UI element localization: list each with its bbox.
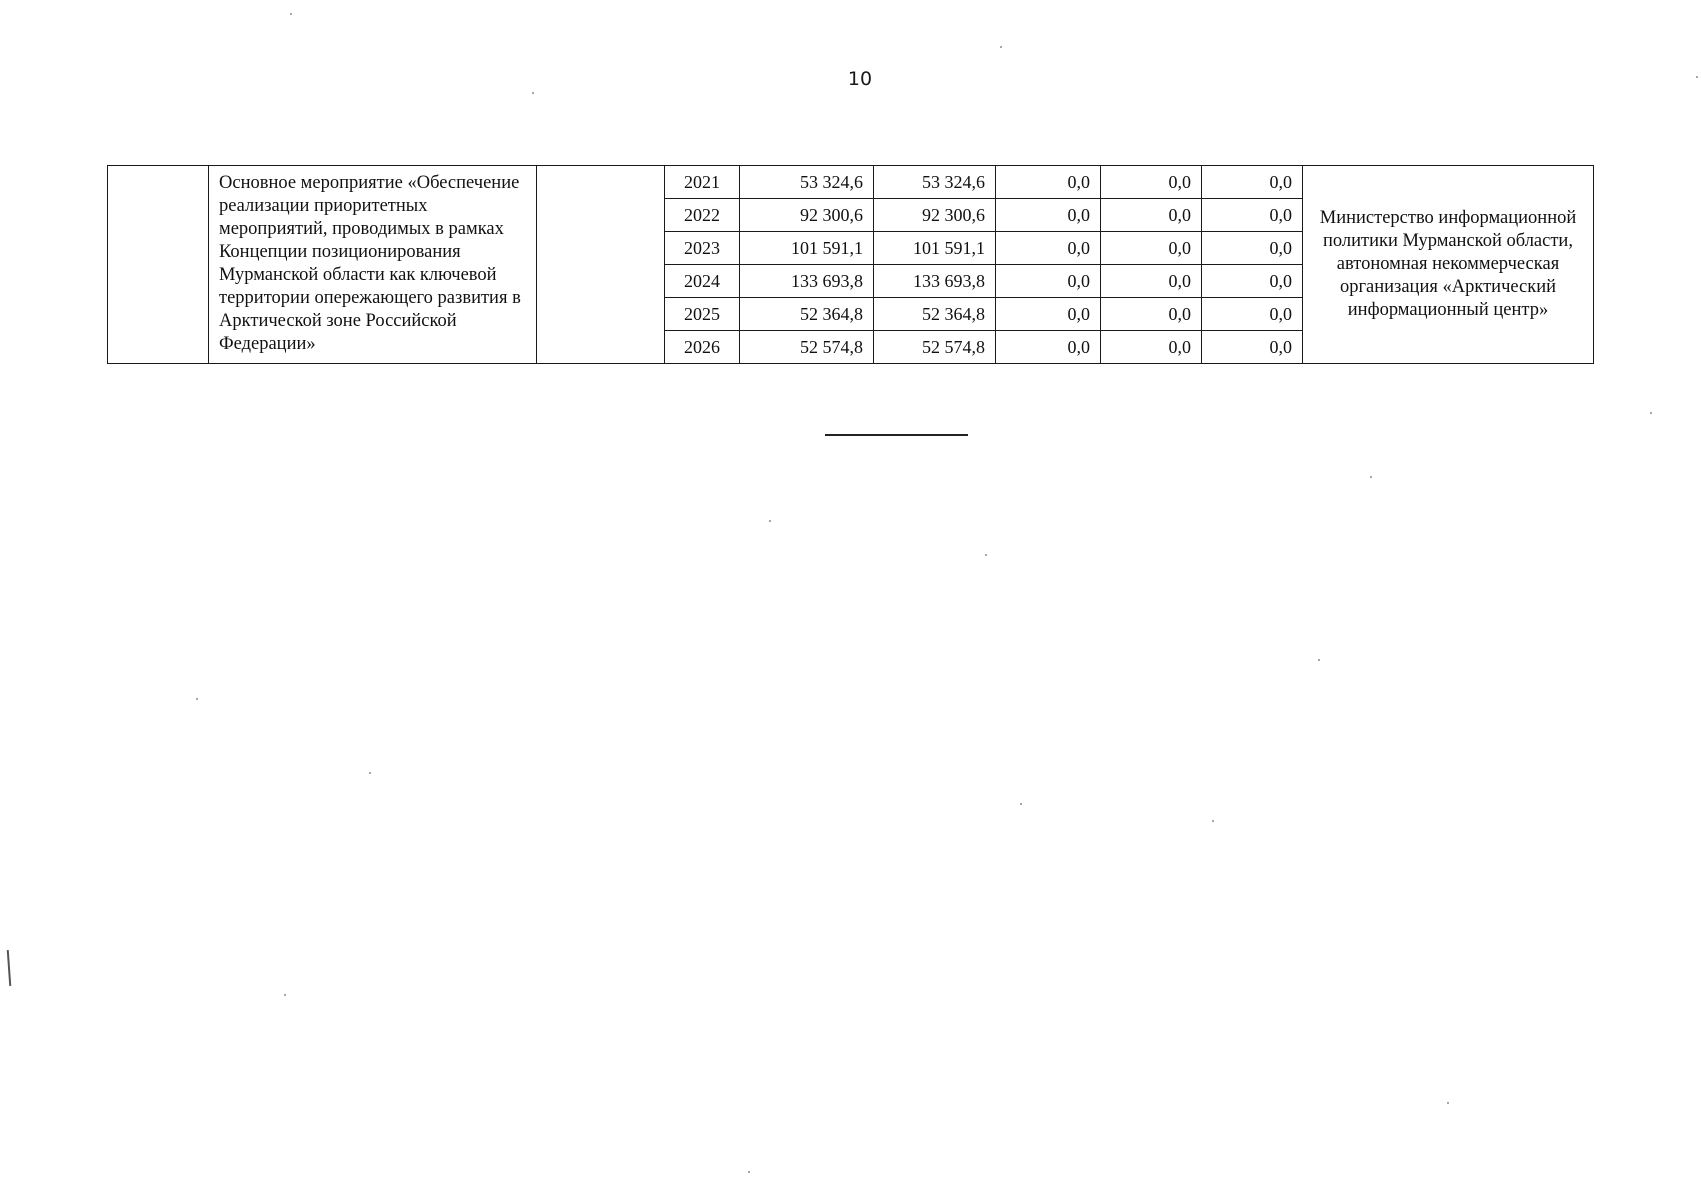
regional-budget-cell: 52 364,8 [874,298,996,331]
other-sources-cell: 0,0 [1202,166,1303,199]
scan-speck [284,994,286,996]
page-number: 10 [847,68,873,90]
regional-budget-cell: 92 300,6 [874,199,996,232]
local-budget-cell: 0,0 [1101,331,1202,364]
scan-edge-mark [7,950,12,986]
year-cell: 2021 [665,166,740,199]
regional-budget-cell: 133 693,8 [874,265,996,298]
year-cell: 2026 [665,331,740,364]
scan-speck [1318,659,1320,661]
activity-description: Основное мероприятие «Обеспечение реализации приоритетных мероприятий, проводимых в рамках Концепции позиционирования Мурманской области как ключевой территории опережающего развития в Арктической зоне Российской Федерации» [219,173,521,354]
regional-budget-cell: 101 591,1 [874,232,996,265]
scan-speck [369,772,371,774]
regional-budget-cell: 53 324,6 [874,166,996,199]
scan-speck [748,1171,750,1173]
end-of-document-line [825,434,968,436]
total-cell: 52 364,8 [740,298,874,331]
year-cell: 2023 [665,232,740,265]
empty-cell [537,166,665,364]
total-cell: 52 574,8 [740,331,874,364]
responsible-executor: Министерство информационной политики Мурманской области, автономная некоммерческая организация «Арктический информационный центр» [1319,208,1577,320]
table-row [108,166,1594,199]
scan-speck [1650,412,1652,414]
scan-speck [1696,76,1698,78]
federal-budget-cell: 0,0 [996,166,1101,199]
scan-speck [1447,1102,1449,1104]
total-cell: 101 591,1 [740,232,874,265]
responsible-executor-cell [1303,166,1594,364]
local-budget-cell: 0,0 [1101,232,1202,265]
year-cell: 2025 [665,298,740,331]
activity-description-cell [209,166,537,364]
other-sources-cell: 0,0 [1202,265,1303,298]
regional-budget-cell: 52 574,8 [874,331,996,364]
year-cell: 2024 [665,265,740,298]
other-sources-cell: 0,0 [1202,298,1303,331]
scan-speck [1020,803,1022,805]
scan-speck [196,698,198,700]
other-sources-cell: 0,0 [1202,331,1303,364]
scan-speck [532,92,534,94]
row-number-cell [108,166,209,364]
scan-speck [985,554,987,556]
local-budget-cell: 0,0 [1101,166,1202,199]
local-budget-cell: 0,0 [1101,298,1202,331]
total-cell: 53 324,6 [740,166,874,199]
scan-speck [1000,46,1002,48]
year-cell: 2022 [665,199,740,232]
federal-budget-cell: 0,0 [996,298,1101,331]
other-sources-cell: 0,0 [1202,232,1303,265]
federal-budget-cell: 0,0 [996,232,1101,265]
local-budget-cell: 0,0 [1101,265,1202,298]
total-cell: 133 693,8 [740,265,874,298]
scan-speck [1212,820,1214,822]
scan-speck [1370,476,1372,478]
federal-budget-cell: 0,0 [996,265,1101,298]
total-cell: 92 300,6 [740,199,874,232]
federal-budget-cell: 0,0 [996,199,1101,232]
other-sources-cell: 0,0 [1202,199,1303,232]
scan-speck [769,520,771,522]
federal-budget-cell: 0,0 [996,331,1101,364]
local-budget-cell: 0,0 [1101,199,1202,232]
program-activity-table [107,165,1594,364]
scan-speck [290,13,292,15]
